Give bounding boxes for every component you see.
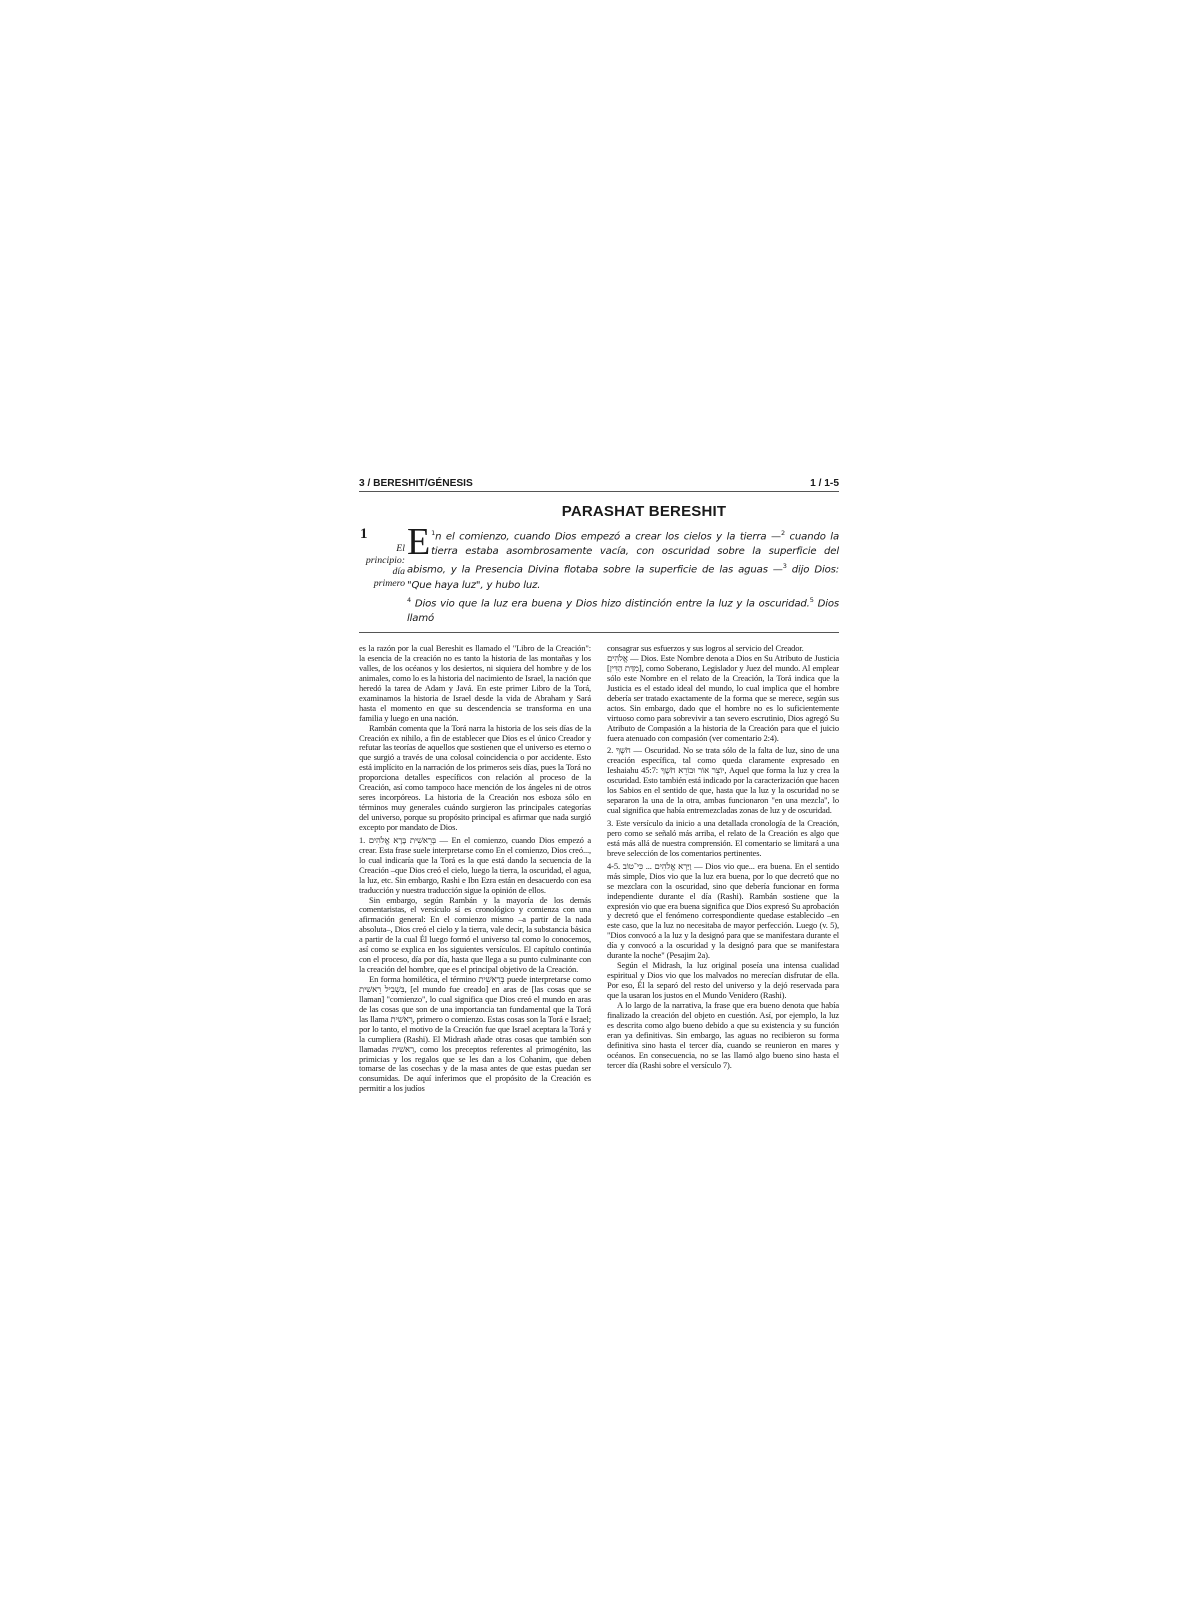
verse-4: Dios vio que la luz era buena y Dios hizo distinción entre la luz y la oscuridad.	[411, 598, 810, 610]
verse-number: 5	[809, 595, 814, 604]
verse-5: Dios llamó	[407, 598, 839, 625]
commentary-paragraph: אֱלֹהִים — Dios. Este Nombre denota a Dios en Su Atributo de Justicia [מִדַּת הַדִּין], como Soberano, Legislador y Juez del mundo. Al emplear sólo este Nombre en el relato de la Creación, la Torá indica que la Justicia es el estado ideal del mundo, lo cual implica que el hombre debería ser tratado exactamente de la forma que se merece, según sus actos. Sin embargo, dado que el hombre no es lo suficientemente virtuoso como para sobrevivir a tan severo escrutinio, Dios agregó Su Atributo de Compasión a la historia de la Creación para que el juicio fuera atenuado con compasión (ver comentario 2:4).	[607, 653, 839, 743]
chapter-number: 1	[360, 526, 368, 542]
commentary-paragraph: 2. חֹשֶׁךְ — Oscuridad. No se trata sólo de la falta de luz, sino de una creación específica, tal como queda claramente expresado en Ieshaiahu 45:7: יוֹצֵר אוֹר וּבוֹרֵא חֹשֶׁךְ, Aquel que forma la luz y crea la oscuridad. Esto también está indicado por la caracterización que hacen los Sabios en el sentido de que, hasta que la luz y la oscuridad no se separaron la una de la otra, ambas funcionaron "en una mezcla", lo cual significa que había entremezcladas zonas de luz y de oscuridad.	[607, 745, 839, 816]
commentary-column-right	[607, 644, 839, 1094]
verse-number: 2	[780, 529, 785, 537]
commentary-paragraph: A lo largo de la narrativa, la frase que era bueno denota que había finalizado la creación del objeto en cuestión. Así, por ejemplo, la luz es descrita como algo bueno debido a que su existencia y su función eran ya definitivas. Sin embargo, las aguas no recibieron su forma definitiva sino hasta el tercer día, cuando se reunieron en mares y océanos. En consecuencia, no se las llamó algo bueno sino hasta el tercer día (Rashi sobre el versículo 7).	[607, 999, 839, 1070]
commentary-paragraph: En forma homilética, el término בְּרֵאשִׁית puede interpretarse como בִּשְׁבִיל רֵאשִׁית, [el mundo fue creado] en aras de [las cosas que se llaman] "comienzo", lo cual significa que Dios creó el mundo en aras de las cosas que son de una importancia tan fundamental que la Torá las llama רֵאשִׁית, primero o comienzo. Estas cosas son la Torá e Israel; por lo tanto, el motivo de la Creación fue que Israel aceptara la Torá y la cumpliera (Rashi). El Midrash añade otras cosas que también son llamadas רֵאשִׁית, como los preceptos referentes al primogénito, las primicias y los regalos que se les dan a los Cohanim, que deben tomarse de las cosechas y de la masa antes de que estas puedan ser consumidas. De aquí inferimos que el propósito de la Creación es permitir a los judíos	[359, 974, 592, 1094]
verse-3: dijo Dios: "Que haya luz", y hubo luz.	[407, 564, 839, 591]
verse-text	[407, 521, 839, 626]
commentary-paragraph: consagrar sus esfuerzos y sus logros al servicio del Creador.	[607, 643, 804, 654]
verse-block	[359, 521, 839, 633]
sidenote-line: día	[392, 566, 405, 577]
chapter-column	[359, 526, 407, 626]
verse-2: cuando la tierra estaba asombrosamente vacía, con oscuridad sobre la superficie del abismo, y la Presencia Divina flotaba sobre la superficie de las aguas —	[407, 531, 839, 576]
verse-number: 3	[782, 562, 787, 571]
page-title: PARASHAT BERESHIT	[561, 503, 727, 520]
verse-number: 4	[407, 595, 411, 604]
verse-number: 1	[431, 529, 436, 537]
commentary	[359, 644, 839, 1094]
commentary-paragraph: 3. Este versículo da inicio a una detallada cronología de la Creación, pero como se señaló más arriba, el relato de la Creación es algo que está más allá de nuestra comprensión. El comentario se limitará a una breve selección de los comentarios pertinentes.	[607, 818, 839, 858]
commentary-paragraph: 4-5. וַיַּרְא אֱלֹהִים ... כִּי־טוֹב — Dios vio que... era buena. En el sentido más simple, Dios vio que la luz era buena, por lo que decretó que no se mezclara con la oscuridad, sino que debería funcionar en forma independiente durante el día (Rashi). Rambán sostiene que la expresión vio que era buena significa que Dios expresó Su aprobación y decretó que el fenómeno correspondiente quedase establecido –en este caso, que la luz no necesitaba de mayor perfección. Luego (v. 5), "Dios convocó a la luz y la designó para que se manifestara durante el día y convocó a la oscuridad y la designó para que se manifestara durante la noche" (Pesajim 2a).	[607, 860, 839, 961]
sidenote-line: El	[396, 543, 405, 554]
book-page	[359, 478, 839, 1094]
drop-cap: E	[407, 521, 431, 563]
commentary-paragraph: 1. בְּרֵאשִׁית בָּרָא אֱלֹהִים — En el comienzo, cuando Dios empezó a crear. Esta frase suele interpretarse como En el comienzo, Dios creó..., lo cual indicaría que la Torá es la que está dando la secuencia de la Creación –que Dios creó el cielo, luego la tierra, la oscuridad, el agua, la luz, etc. Sin embargo, Rashi e Ibn Ezra están en desacuerdo con esa traducción y nuestra traducción sigue la opinión de ellos.	[359, 834, 591, 895]
sidenote-line: primero	[373, 577, 405, 589]
sidenote-line: principio:	[365, 554, 405, 566]
commentary-column-left	[359, 644, 591, 1094]
commentary-paragraph: Rambán comenta que la Torá narra la historia de los seis días de la Creación ex nihilo, a fin de establecer que Dios es el único Creador y refutar las teorías de aquellos que sostienen que el universo es eterno o que surgió a través de una colosal coincidencia o por accidente. Esto está implícito en la narración de los primeros seis días, pues la Torá no proporciona detalles específicos con relación al proceso de la Creación, así como tampoco hace mención de los ángeles ni de otros seres incorpóreos. La historia de la Creación nos esboza sólo en términos muy generales cuándo surgieron las principales categorías del universo, porque su propósito principal es afirmar que nada surgió excepto por mandato de Dios.	[359, 722, 591, 832]
commentary-paragraph: es la razón por la cual Bereshit es llamado el "Libro de la Creación": la esencia de la creación no es tanto la historia de las montañas y los valles, de los océanos y los desiertos, ni siquiera del hombre y de los animales, como lo es la historia del nacimiento de Israel, la nación que heredó la tarea de Adam y Javá. En este primer Libro de la Torá, examinamos la historia de Israel desde la vida de Abraham y Sará hasta el momento en que su descendencia se transforma en una familia y luego en una nación.	[359, 643, 591, 723]
running-head	[359, 478, 839, 492]
verse-1: n el comienzo, cuando Dios empezó a crear los cielos y la tierra —	[435, 531, 781, 543]
commentary-paragraph: Según el Midrash, la luz original poseía una intensa cualidad espiritual y Dios vio que los malvados no merecían disfrutar de ella. Por eso, Él la separó del resto del universo y la dejó reservada para que la usaran los justos en el Mundo Venidero (Rashi).	[607, 960, 839, 1000]
chapter-sidenote	[366, 543, 405, 589]
commentary-paragraph: Sin embargo, según Rambán y la mayoría de los demás comentaristas, el versículo sí es cronológico y comienza con una afirmación general: En el comienzo mismo –a partir de la nada absoluta–, Dios creó el cielo y la tierra, vale decir, la substancia básica a partir de la cual Él luego formó el universo tal como lo conocemos, así como se explica en los siguientes versículos. El capítulo continúa con el proceso, día por día, hasta que llega a su punto culminante con la creación del hombre, que es el principal objetivo de la Creación.	[359, 894, 591, 975]
running-head-right: 1 / 1-5	[810, 478, 839, 489]
running-head-left: 3 / BERESHIT/GÉNESIS	[359, 478, 473, 489]
